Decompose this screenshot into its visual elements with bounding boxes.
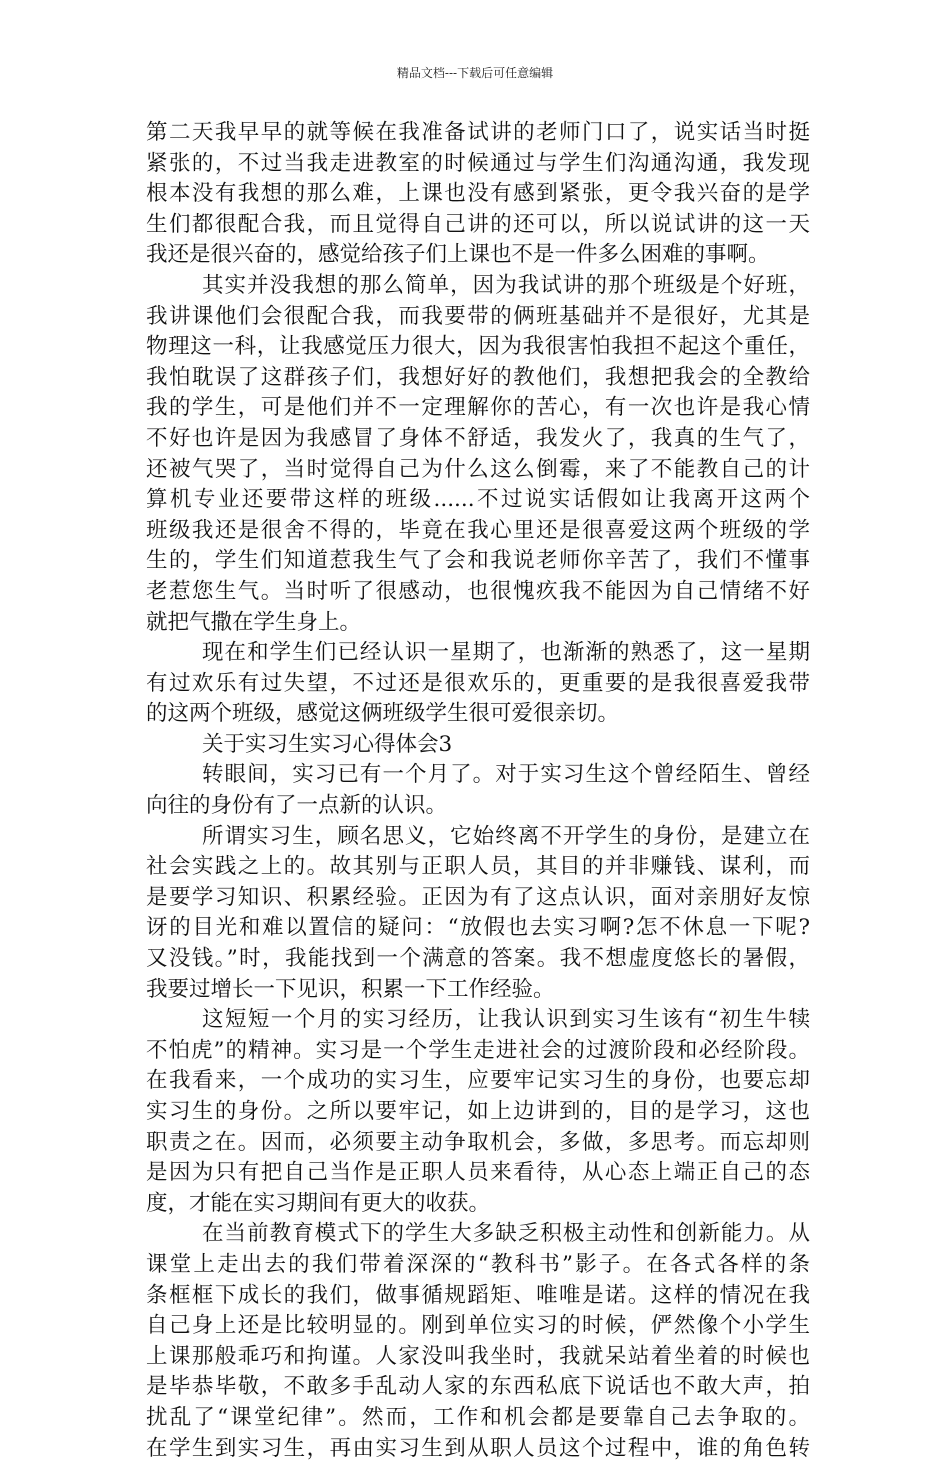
- paragraph: [146, 1005, 810, 1219]
- text-line: 有过欢乐有过失望，不过还是很欢乐的，更重要的是我很喜爱我带: [146, 670, 810, 696]
- page-header: 精品文档---下载后可任意编辑: [396, 66, 554, 80]
- text-line: 不好也许是因为我感冒了身体不舒适，我发火了，我真的生气了，: [146, 425, 810, 451]
- text-line: 在我看来，一个成功的实习生，应要牢记实习生的身份，也要忘却: [146, 1068, 810, 1094]
- paragraph: [146, 118, 810, 271]
- text-line: 所谓实习生，顾名思义，它始终离不开学生的身份，是建立在: [202, 823, 810, 849]
- text-line: 其实并没我想的那么简单，因为我试讲的那个班级是个好班，: [202, 272, 810, 298]
- text-line: 我讲课他们会很配合我，而我要带的俩班基础并不是很好，尤其是: [146, 303, 810, 329]
- text-line: 班级我还是很舍不得的，毕竟在我心里还是很喜爱这两个班级的学: [146, 517, 810, 543]
- text-line: 自己身上还是比较明显的。刚到单位实习的时候，俨然像个小学生: [146, 1313, 810, 1339]
- text-line: 上课那般乖巧和拘谨。人家没叫我坐时，我就呆站着坐着的时候也: [146, 1343, 810, 1369]
- text-line: 转眼间，实习已有一个月了。对于实习生这个曾经陌生、曾经: [202, 762, 810, 788]
- text-line: 是毕恭毕敬，不敢多手乱动人家的东西私底下说话也不敢大声，拍: [146, 1374, 810, 1400]
- text-line: 我还是很兴奋的，感觉给孩子们上课也不是一件多么困难的事啊。: [146, 242, 770, 268]
- text-line: 课堂上走出去的我们带着深深的“教科书”影子。在各式各样的条: [146, 1251, 810, 1277]
- text-line: 不怕虎”的精神。实习是一个学生走进社会的过渡阶段和必经阶段。: [146, 1037, 810, 1063]
- text-line: 是因为只有把自己当作是正职人员来看待，从心态上端正自己的态: [146, 1160, 810, 1186]
- text-line: 度，才能在实习期间有更大的收获。: [146, 1190, 491, 1216]
- text-line: 就把气撒在学生身上。: [146, 609, 362, 635]
- text-line: 第二天我早早的就等候在我准备试讲的老师门口了，说实话当时挺: [146, 120, 810, 145]
- text-line: 我怕耽误了这群孩子们，我想好好的教他们，我想把我会的全教给: [146, 364, 810, 390]
- text-line: 还被气哭了，当时觉得自己为什么这么倒霉，来了不能教自己的计: [146, 456, 810, 482]
- text-line: 扰乱了“课堂纪律”。然而，工作和机会都是要靠自己去争取的。: [146, 1404, 810, 1430]
- text-line: 讶的目光和难以置信的疑问：“放假也去实习啊?怎不休息一下呢?: [146, 915, 810, 941]
- text-line: 社会实践之上的。故其别与正职人员，其目的并非赚钱、谋利，而: [146, 854, 810, 880]
- text-line: 这短短一个月的实习经历，让我认识到实习生该有“初生牛犊: [202, 1007, 810, 1033]
- paragraph: [146, 638, 810, 730]
- text-line: 生们都很配合我，而且觉得自己讲的还可以，所以说试讲的这一天: [146, 211, 810, 237]
- text-line: 又没钱。”时，我能找到一个满意的答案。我不想虚度悠长的暑假，: [146, 946, 810, 972]
- paragraph: [146, 822, 810, 1006]
- text-line: 现在和学生们已经认识一星期了，也渐渐的熟悉了，这一星期: [202, 640, 810, 666]
- paragraph: [146, 760, 810, 821]
- text-line: 我要过增长一下见识，积累一下工作经验。: [146, 976, 555, 1002]
- text-line: 我的学生，可是他们并不一定理解你的苦心，有一次也许是我心情: [146, 395, 810, 421]
- text-line: 紧张的，不过当我走进教室的时候通过与学生们沟通沟通，我发现: [146, 150, 810, 176]
- text-line: 根本没有我想的那么难，上课也没有感到紧张，更令我兴奋的是学: [146, 181, 810, 207]
- text-line: 的这两个班级，感觉这俩班级学生很可爱很亲切。: [146, 701, 620, 727]
- text-line: 职责之在。因而，必须要主动争取机会，多做，多思考。而忘却则: [146, 1129, 810, 1155]
- text-line: 生的，学生们知道惹我生气了会和我说老师你辛苦了，我们不懂事: [146, 548, 810, 574]
- section-heading: [146, 730, 810, 761]
- text-line: 实习生的身份。之所以要牢记，如上边讲到的，目的是学习，这也: [146, 1099, 810, 1124]
- text-line: 在学生到实习生，再由实习生到从职人员这个过程中，谁的角色转: [146, 1435, 810, 1461]
- paragraph: [146, 1219, 810, 1464]
- text-line: 向往的身份有了一点新的认识。: [146, 793, 448, 819]
- text-line: 条框框下成长的我们，做事循规蹈矩、唯唯是诺。这样的情况在我: [146, 1282, 810, 1308]
- text-line: 算机专业还要带这样的班级......不过说实话假如让我离开这两个: [146, 487, 810, 513]
- paragraph: [146, 271, 810, 638]
- text-line: 物理这一科，让我感觉压力很大，因为我很害怕我担不起这个重任，: [146, 334, 810, 360]
- text-line: 老惹您生气。当时听了很感动，也很愧疚我不能因为自己情绪不好: [146, 578, 810, 604]
- text-line: 关于实习生实习心得体会3: [202, 731, 453, 757]
- text-line: 是要学习知识、积累经验。正因为有了这点认识，面对亲朋好友惊: [146, 884, 810, 910]
- text-line: 在当前教育模式下的学生大多缺乏积极主动性和创新能力。从: [202, 1221, 810, 1247]
- document-body: [146, 118, 810, 1464]
